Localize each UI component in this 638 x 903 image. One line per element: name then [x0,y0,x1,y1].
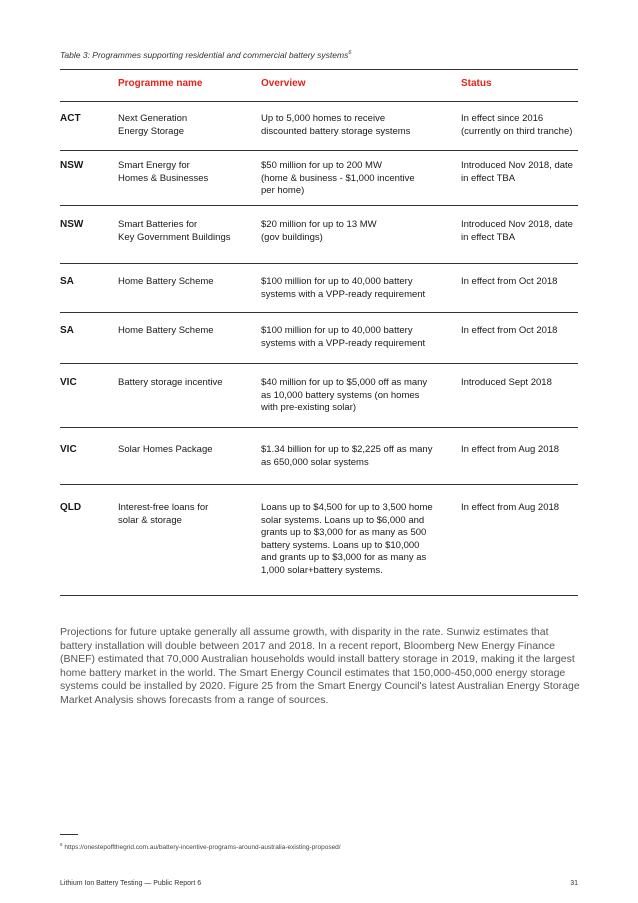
row-programme-name: Smart Energy for Homes & Businesses [118,160,209,184]
row-overview: $100 million for up to 40,000 battery systems with a VPP-ready requirement [261,276,426,300]
row-state: SA [60,325,74,336]
row-status: In effect from Aug 2018 [461,502,560,513]
row-state: NSW [60,219,84,230]
table-caption: Table 3: Programmes supporting residential and commercial battery systems$^6$ [60,50,352,60]
row-divider [60,595,578,596]
footnote-rule [60,834,78,835]
row-programme-name: Home Battery Scheme [118,325,214,336]
row-status: In effect from Oct 2018 [461,276,558,287]
table-top-rule [60,69,578,70]
row-programme-name: Home Battery Scheme [118,276,214,287]
header-status: Status [461,78,492,89]
row-state: VIC [60,377,77,388]
row-divider [60,312,578,313]
row-programme-name: Interest-free loans for solar & storage [118,502,209,526]
row-state: VIC [60,444,77,455]
row-divider [60,484,578,485]
row-state: NSW [60,160,84,171]
row-status: In effect from Aug 2018 [461,444,560,455]
row-status: Introduced Nov 2018, date in effect TBA [461,219,573,243]
row-overview: $50 million for up to 200 MW (home & business - $1,000 incentive per home) [261,160,415,196]
row-status: Introduced Sept 2018 [461,377,552,388]
header-programme-name: Programme name [118,78,203,89]
row-divider [60,427,578,428]
header-rule [60,101,578,102]
footer-title: Lithium Ion Battery Testing — Public Report 6 [60,880,202,887]
row-programme-name: Battery storage incentive [118,377,223,388]
row-programme-name: Next Generation Energy Storage [118,113,188,137]
row-status: In effect from Oct 2018 [461,325,558,336]
footnote: $^6$ https://onestepoffthegrid.com.au/battery-incentive-programs-around-australia-existing-proposed/ [60,842,341,852]
row-status: In effect since 2016 (currently on third tranche) [461,113,573,137]
body-paragraph: Projections for future uptake generally all assume growth, with disparity in the rate. Sunwiz estimates that battery installation will double between 2017 and 2018. In a recent report, Bloomberg New Energy Finance (BNEF) estimated that 70,000 Australian households would install battery storage in 2019, making it the largest home battery market in the world. The Smart Energy Council estimates that 150,000-450,000 energy storage systems could be installed by 2020. Figure 25 from the Smart Energy Council's latest Australian Energy Storage Market Analysis shows forecasts from a range of sources. [60,626,580,706]
row-overview: Loans up to $4,500 for up to 3,500 home solar systems. Loans up to $6,000 and grants up to $3,000 for as many as 500 battery systems. Loans up to $10,000 and grants up to $3,000 for as many as 1,000 solar+battery systems. [261,502,433,576]
row-status: Introduced Nov 2018, date in effect TBA [461,160,573,184]
row-overview: $1.34 billion for up to $2,225 off as many as 650,000 solar systems [261,444,433,468]
row-divider [60,150,578,151]
row-divider [60,363,578,364]
row-programme-name: Solar Homes Package [118,444,213,455]
page-number: 31 [570,880,578,887]
row-state: ACT [60,113,81,124]
row-divider [60,263,578,264]
row-overview: $20 million for up to 13 MW (gov buildings) [261,219,377,243]
row-programme-name: Smart Batteries for Key Government Buildings [118,219,231,243]
row-overview: $100 million for up to 40,000 battery systems with a VPP-ready requirement [261,325,426,349]
row-divider [60,205,578,206]
row-state: QLD [60,502,82,513]
header-overview: Overview [261,78,306,89]
row-overview: $40 million for up to $5,000 off as many as 10,000 battery systems (on homes with pre-existing solar) [261,377,428,413]
row-state: SA [60,276,74,287]
row-overview: Up to 5,000 homes to receive discounted battery storage systems [261,113,411,137]
